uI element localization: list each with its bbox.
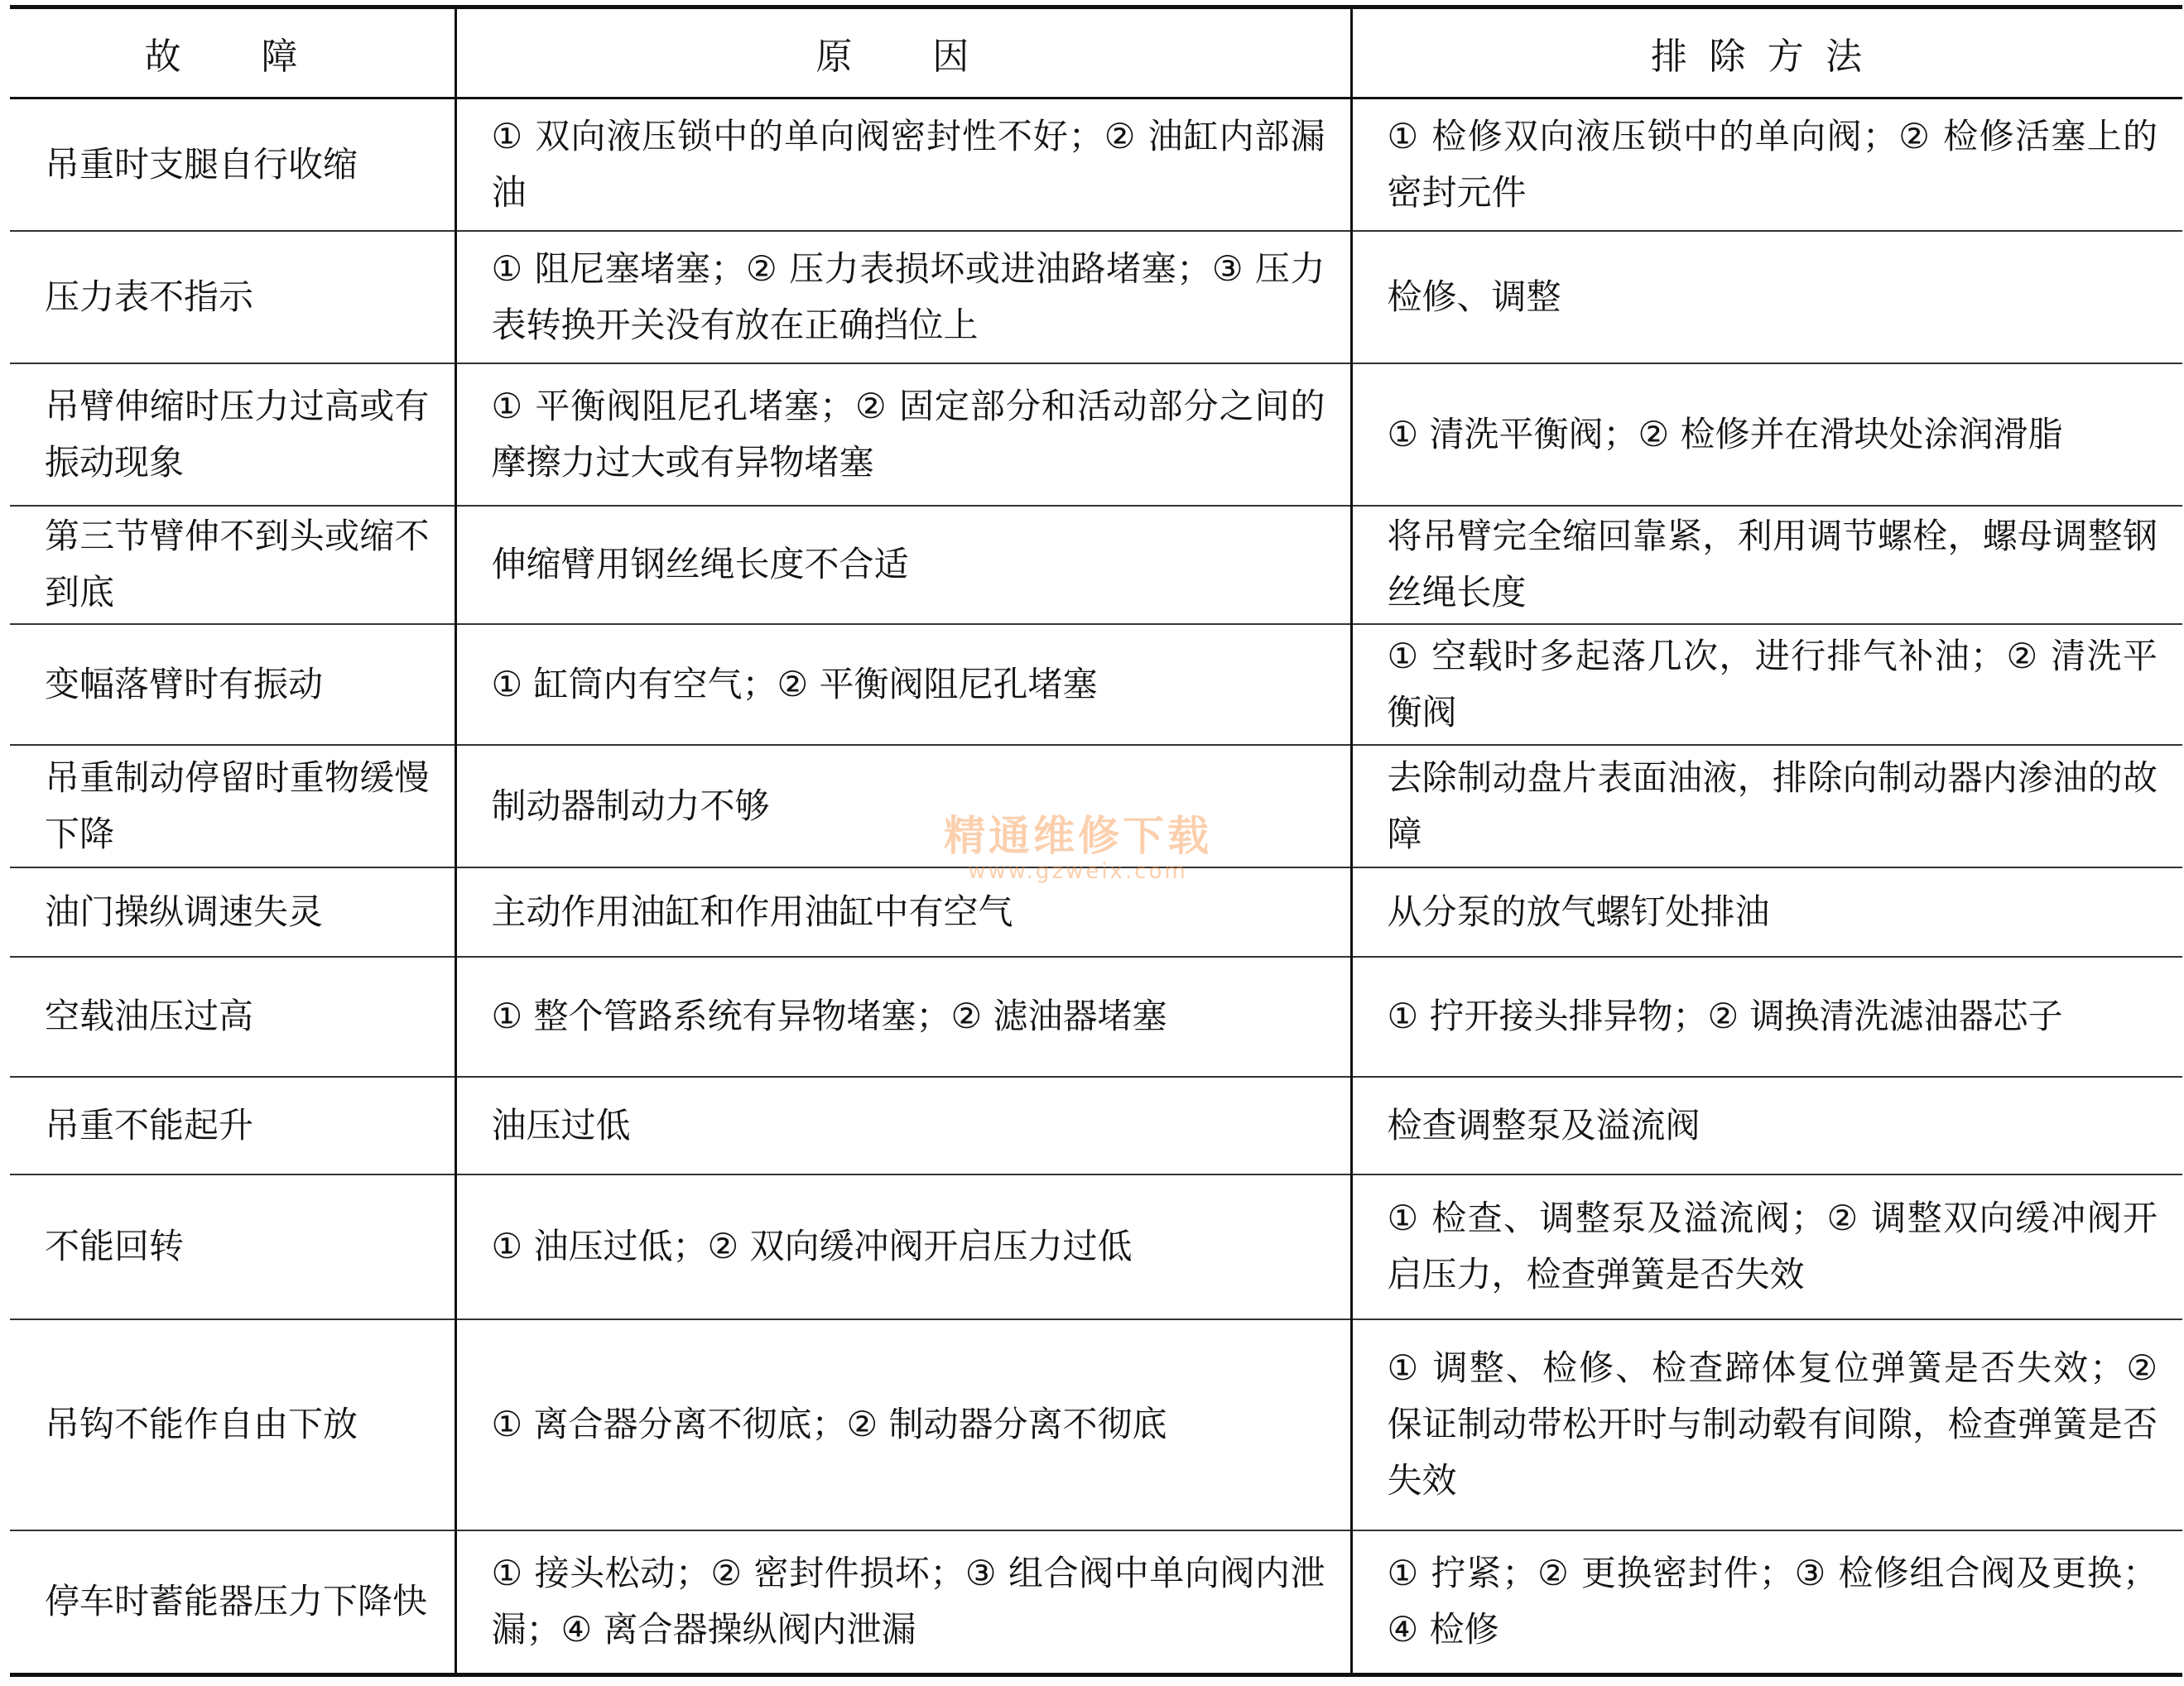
table-row — [10, 624, 2182, 745]
remedy-cell: 检查调整泵及溢流阀 — [1351, 1077, 2182, 1174]
remedy-cell: ① 拧紧；② 更换密封件；③ 检修组合阀及更换；④ 检修 — [1351, 1530, 2182, 1675]
cause-cell: ① 双向液压锁中的单向阀密封性不好；② 油缸内部漏油 — [455, 98, 1351, 231]
cause-cell: ① 油压过低；② 双向缓冲阀开启压力过低 — [455, 1174, 1351, 1319]
header-remedy: 排除方法 — [1351, 7, 2182, 98]
remedy-cell: ① 调整、检修、检查蹄体复位弹簧是否失效；② 保证制动带松开时与制动毂有间隙，检查弹簧是否失效 — [1351, 1319, 2182, 1530]
remedy-cell: 检修、调整 — [1351, 231, 2182, 363]
fault-cell: 空载油压过高 — [10, 957, 455, 1077]
remedy-cell: ① 检修双向液压锁中的单向阀；② 检修活塞上的密封元件 — [1351, 98, 2182, 231]
table-row — [10, 1174, 2182, 1319]
fault-cell: 吊臂伸缩时压力过高或有振动现象 — [10, 363, 455, 506]
remedy-cell: ① 拧开接头排异物；② 调换清洗滤油器芯子 — [1351, 957, 2182, 1077]
cause-cell: 主动作用油缸和作用油缸中有空气 — [455, 867, 1351, 957]
fault-table — [10, 5, 2182, 1677]
cause-cell: ① 阻尼塞堵塞；② 压力表损坏或进油路堵塞；③ 压力表转换开关没有放在正确挡位上 — [455, 231, 1351, 363]
fault-cell: 第三节臂伸不到头或缩不到底 — [10, 506, 455, 624]
header-cause: 原 因 — [455, 7, 1351, 98]
fault-cell: 不能回转 — [10, 1174, 455, 1319]
fault-cell: 吊钩不能作自由下放 — [10, 1319, 455, 1530]
header-row — [10, 7, 2182, 98]
cause-cell: ① 平衡阀阻尼孔堵塞；② 固定部分和活动部分之间的摩擦力过大或有异物堵塞 — [455, 363, 1351, 506]
fault-cell: 吊重不能起升 — [10, 1077, 455, 1174]
table-row — [10, 506, 2182, 624]
remedy-cell: ① 空载时多起落几次，进行排气补油；② 清洗平衡阀 — [1351, 624, 2182, 745]
cause-cell: 伸缩臂用钢丝绳长度不合适 — [455, 506, 1351, 624]
cause-cell: 油压过低 — [455, 1077, 1351, 1174]
fault-cell: 停车时蓄能器压力下降快 — [10, 1530, 455, 1675]
cause-cell: ① 缸筒内有空气；② 平衡阀阻尼孔堵塞 — [455, 624, 1351, 745]
fault-cell: 吊重制动停留时重物缓慢下降 — [10, 745, 455, 867]
table-row — [10, 1077, 2182, 1174]
fault-cell: 压力表不指示 — [10, 231, 455, 363]
table-row — [10, 363, 2182, 506]
watermark-text: 精通维修下载 — [944, 812, 1212, 860]
fault-cell: 变幅落臂时有振动 — [10, 624, 455, 745]
fault-cell: 油门操纵调速失灵 — [10, 867, 455, 957]
fault-cell: 吊重时支腿自行收缩 — [10, 98, 455, 231]
header-fault: 故 障 — [10, 7, 455, 98]
remedy-cell: 从分泵的放气螺钉处排油 — [1351, 867, 2182, 957]
remedy-cell: ① 清洗平衡阀；② 检修并在滑块处涂润滑脂 — [1351, 363, 2182, 506]
cause-cell: ① 接头松动；② 密封件损坏；③ 组合阀中单向阀内泄漏；④ 离合器操纵阀内泄漏 — [455, 1530, 1351, 1675]
cause-cell: 制动器制动力不够 — [455, 745, 1351, 867]
table-row — [10, 1319, 2182, 1530]
table-row — [10, 231, 2182, 363]
watermark-url: www.gzweix.com — [968, 859, 1188, 884]
table-row — [10, 867, 2182, 957]
cause-cell: ① 离合器分离不彻底；② 制动器分离不彻底 — [455, 1319, 1351, 1530]
table-row — [10, 745, 2182, 867]
cause-cell: ① 整个管路系统有异物堵塞；② 滤油器堵塞 — [455, 957, 1351, 1077]
remedy-cell: 将吊臂完全缩回靠紧，利用调节螺栓，螺母调整钢丝绳长度 — [1351, 506, 2182, 624]
remedy-cell: 去除制动盘片表面油液，排除向制动器内渗油的故障 — [1351, 745, 2182, 867]
table-row — [10, 1530, 2182, 1675]
table-row — [10, 957, 2182, 1077]
table-row — [10, 98, 2182, 231]
remedy-cell: ① 检查、调整泵及溢流阀；② 调整双向缓冲阀开启压力，检查弹簧是否失效 — [1351, 1174, 2182, 1319]
